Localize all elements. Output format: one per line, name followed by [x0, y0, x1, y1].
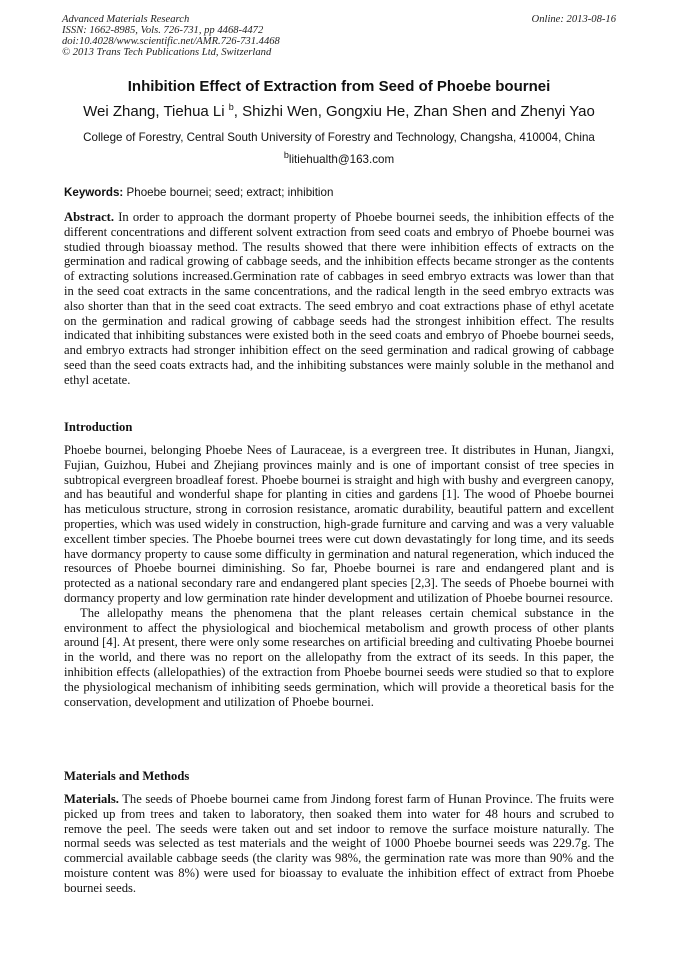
author-list	[0, 102, 678, 120]
journal-header	[62, 14, 280, 58]
affiliation: College of Forestry, Central South University of Forestry and Technology, Changsha, 410004, China	[83, 131, 595, 144]
email-address: litiehualth@163.com	[288, 152, 395, 166]
journal-name: Advanced Materials Research	[62, 14, 190, 25]
email-line	[0, 150, 678, 166]
intro-paragraph-2: The allelopathy means the phenomena that the plant releases certain chemical substance in the environment to affect the physiological and biochemical metabolism and growth process of other plants around [4]. At present, there were only some researches on artificial breeding and cultivating Phoebe bournei in the world, and there was no report on the allelopathy from the extract of its seeds. In this paper, the inhibition effects (allelopathies) of the extraction from Phoebe bournei seeds were studied so that to explore the physiological mechanism of inhibiting seeds germination, which will provide a theoretical basis for the conservation, development and utilization of Phoebe bournei.	[64, 605, 614, 709]
paper-title: Inhibition Effect of Extraction from Seed of Phoebe bournei	[127, 78, 551, 95]
keywords-label: Keywords:	[64, 186, 124, 199]
authors-part2: , Shizhi Wen, Gongxiu He, Zhan Shen and Zhenyi Yao	[233, 103, 595, 120]
abstract-text: In order to approach the dormant property of Phoebe bournei seeds, the inhibition effects of the different concentrations and different solvent extraction from seed coats and embryo of Phoebe bournei was studied through bioassay method. The results showed that there were inhibition effects of extracts on the germination and radical growing of cabbage seeds, and the inhibition effects became stronger as the contents of extracting solutions increased.Germination rate of cabbages in seed embryo extracts was lower than that in the seed coat extracts in the same concentrations, and the radical length in the seed embryo extracts was also shorter than that in the seed coat extracts. The seed embryo and coat extractions phase of ethyl acetate on the germination and radical growing of cabbage seeds had the strongest inhibition effect. The results indicated that inhibiting substances were existed both in the seed coats and embryo of Phoebe bournei seeds, and embryo extracts had stronger inhibition effect on the seed germination and radical growing of cabbage seed than the seed coats extracts had, and the inhibiting substances were mainly soluble in the methanol and ethyl acetate.	[64, 210, 614, 387]
keywords-text: Phoebe bournei; seed; extract; inhibition	[126, 186, 334, 199]
authors-part1: Wei Zhang, Tiehua Li	[83, 103, 225, 120]
copyright-line: © 2013 Trans Tech Publications Ltd, Switzerland	[62, 47, 272, 58]
materials-paragraph	[64, 792, 614, 896]
methods-heading: Materials and Methods	[64, 769, 190, 783]
introduction-body	[64, 443, 614, 709]
materials-label: Materials.	[64, 792, 119, 806]
author-superscript: b	[228, 102, 234, 112]
abstract-label: Abstract.	[64, 210, 115, 224]
introduction-heading: Introduction	[64, 420, 133, 434]
issn-line: ISSN: 1662-8985, Vols. 726-731, pp 4468-4472	[62, 25, 264, 36]
abstract	[64, 210, 614, 388]
materials-text: The seeds of Phoebe bournei came from Jindong forest farm of Hunan Province. The fruits were picked up from trees and taken to laboratory, then soaked them into water for 48 hours and scrubed to remove the peel. The seeds were taken out and set indoor to remove the surface moisture naturally. The normal seeds was selected as test materials and the weight of 1000 Phoebe bournei seeds was 229.7g. The commercial available cabbage seeds (the clarity was 98%, the germination rate was more than 90% and the moisture content was 8%) were used for bioassay to evaluate the inhibition effect of extract from Phoebe bournei seeds.	[64, 792, 615, 895]
keywords	[64, 186, 616, 199]
doi-line: doi:10.4028/www.scientific.net/AMR.726-731.4468	[62, 36, 280, 47]
email-superscript: b	[283, 150, 289, 160]
intro-paragraph-1: Phoebe bournei, belonging Phoebe Nees of Lauraceae, is a evergreen tree. It distributes in Hunan, Jiangxi, Fujian, Guizhou, Hubei and Zhejiang provinces mainly and is one of important consist of tree species in subtropical evergreen broadleaf forest. Phoebe bournei is straight and high with bushy and evergreen canopy, and has beautiful and wonderful shape for planting in cities and gardens [1]. The wood of Phoebe bournei has meticulous structure, strong in corrosion resistance, aromatic durability, beautiful pattern and excellent properties, which was used widely in construction, high-grade furniture and carving and was a very valuable excellent timber species. The Phoebe bournei trees were cut down devastatingly for long time, and its seeds have dormancy property to cause some difficulty in germination and natural regeneration, which induced the resources of Phoebe bournei diminishing. So far, Phoebe bournei is rare and endangered plant and is protected as a national secondary rare and endangered plant species [2,3]. The seeds of Phoebe bournei with dormancy property and low germination rate hinder development and utilization of Phoebe bournei resource.	[64, 443, 614, 605]
online-date: Online: 2013-08-16	[531, 14, 616, 25]
